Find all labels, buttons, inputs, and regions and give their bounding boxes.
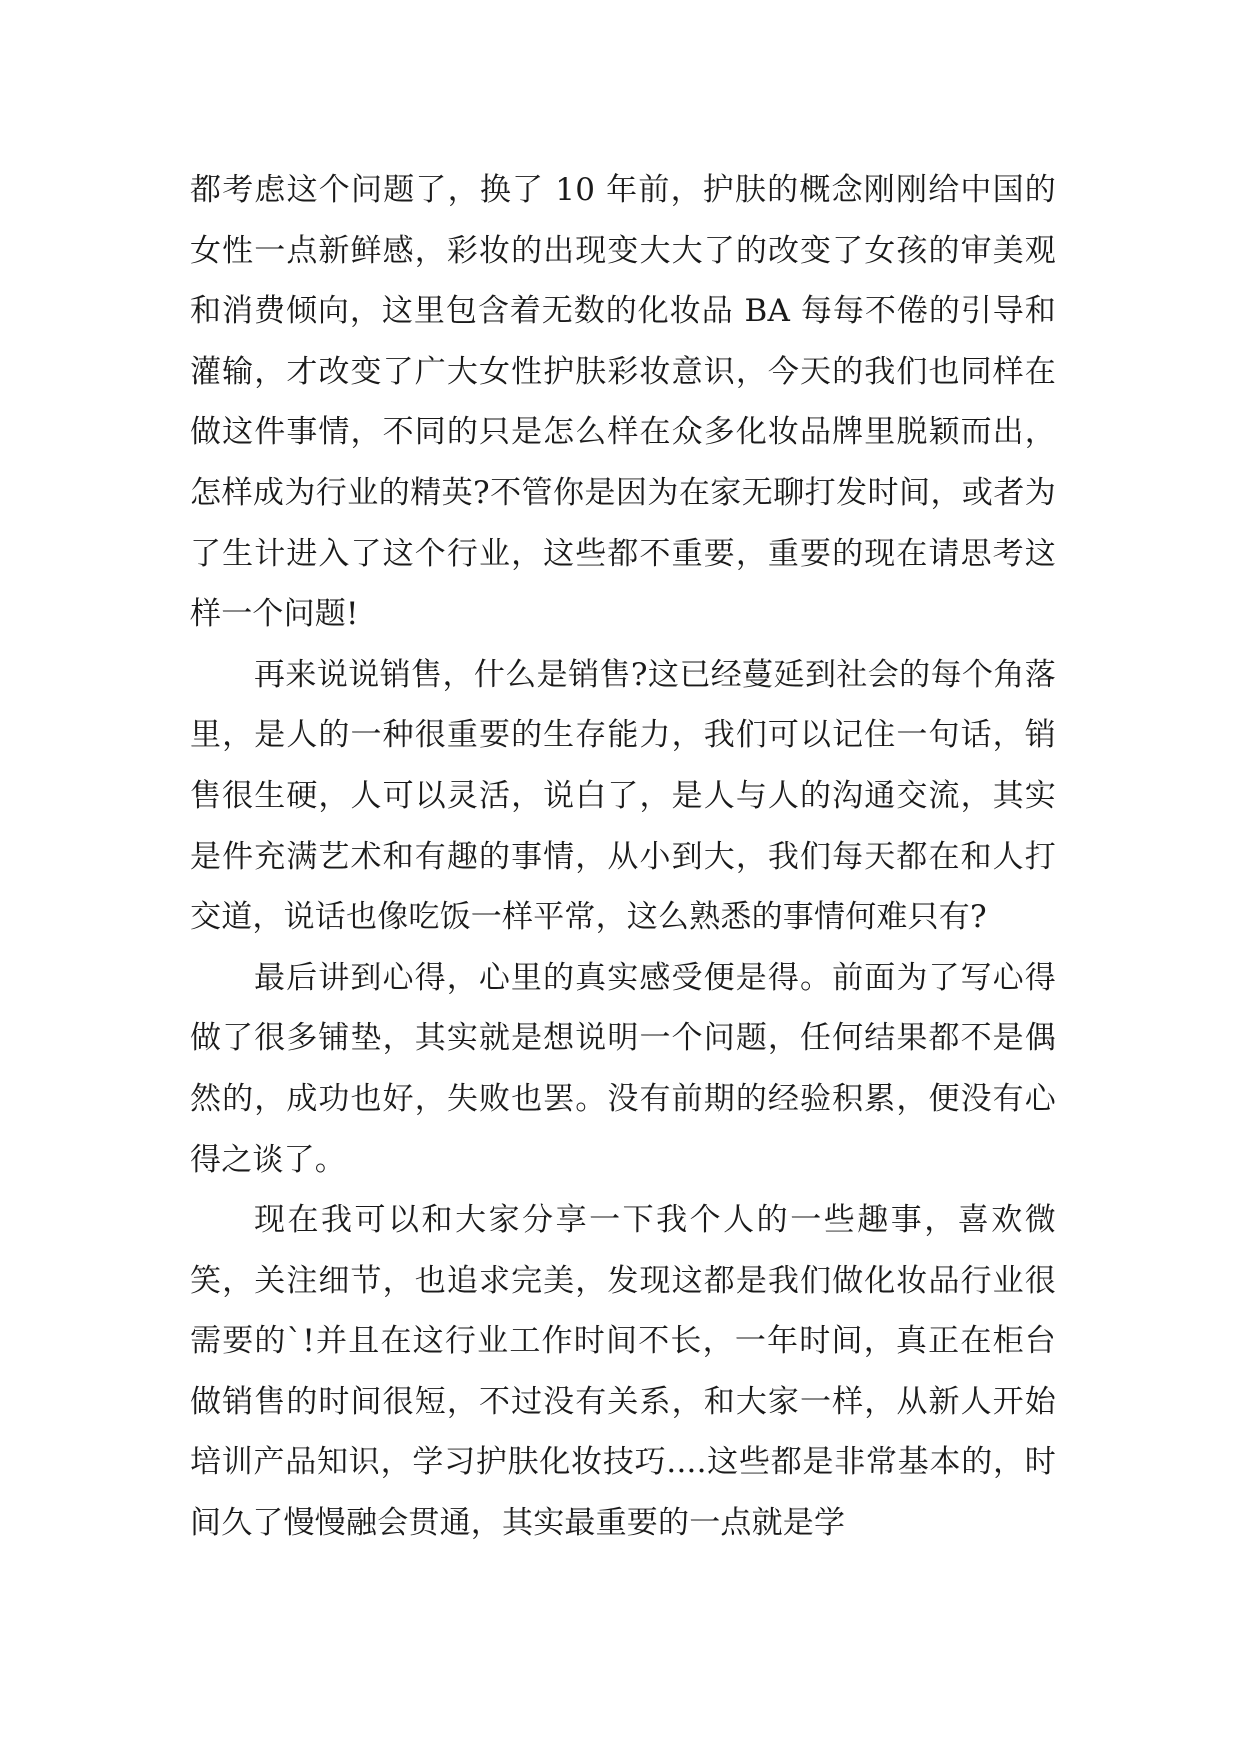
paragraph-3: 最后讲到心得，心里的真实感受便是得。前面为了写心得做了很多铺垫，其实就是想说明一个问题，任何结果都不是偶然的，成功也好，失败也罢。没有前期的经验积累，便没有心得之谈了。 [190, 959, 1056, 1178]
paragraph-4: 现在我可以和大家分享一下我个人的一些趣事，喜欢微笑，关注细节，也追求完美，发现这都是我们做化妆品行业很需要的`!并且在这行业工作时间不长，一年时间，真正在柜台做销售的时间很短，不过没有关系，和大家一样，从新人开始培训产品知识，学习护肤化妆技巧....这些都是非常基本的，时间久了慢慢融会贯通，其实最重要的一点就是学 [190, 1202, 1056, 1542]
paragraph-1: 都考虑这个问题了，换了 10 年前，护肤的概念刚刚给中国的女性一点新鲜感，彩妆的出现变大大了的改变了女孩的审美观和消费倾向，这里包含着无数的化妆品 BA 每每不倦的引导和灌输，才改变了广大女性护肤彩妆意识，今天的我们也同样在做这件事情，不同的只是怎么样在众多化妆品牌里脱颖而出，怎样成为行业的精英?不管你是因为在家无聊打发时间，或者为了生计进入了这个行业，这些都不重要，重要的现在请思考这样一个问题! [190, 172, 1056, 633]
document-body [190, 160, 1056, 1554]
paragraph-2: 再来说说销售，什么是销售?这已经蔓延到社会的每个角落里，是人的一种很重要的生存能力，我们可以记住一句话，销售很生硬，人可以灵活，说白了，是人与人的沟通交流，其实是件充满艺术和有趣的事情，从小到大，我们每天都在和人打交道，说话也像吃饭一样平常，这么熟悉的事情何难只有? [190, 656, 1056, 936]
